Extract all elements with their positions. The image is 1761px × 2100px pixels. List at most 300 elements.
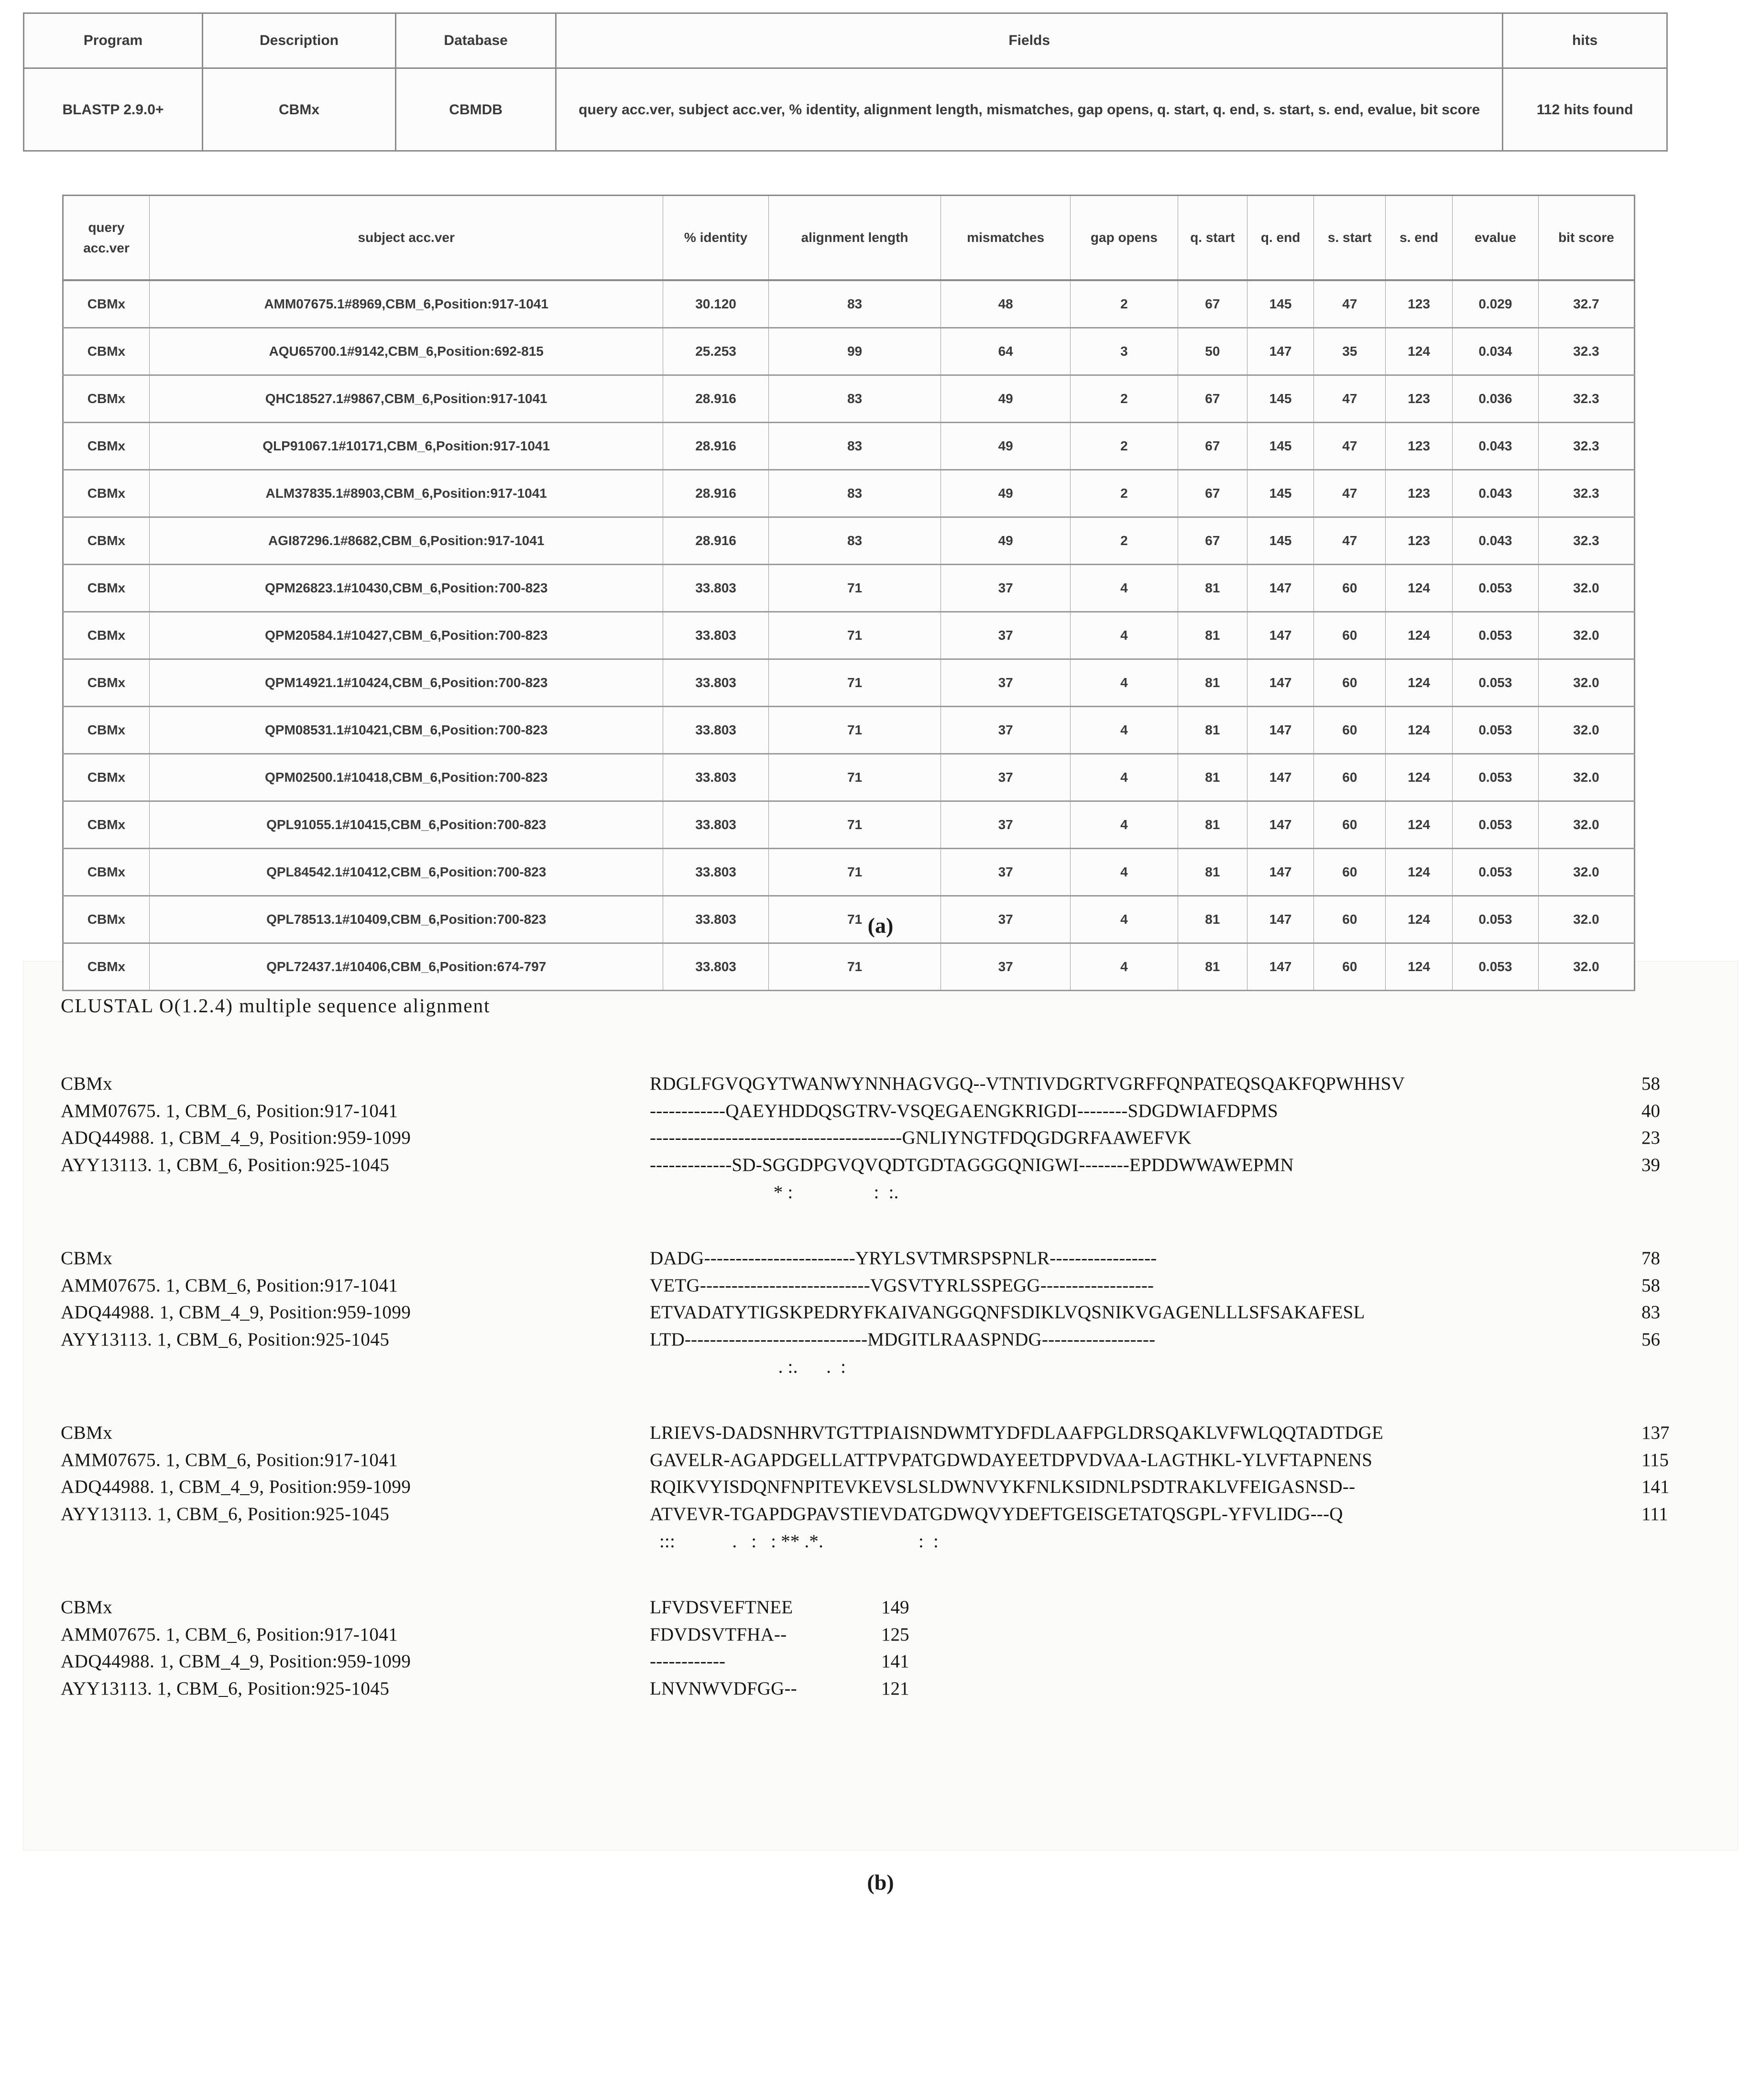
alignment-row <box>23 1420 1738 1447</box>
panel-a <box>0 0 1761 974</box>
hits-cell-mismatches: 37 <box>941 612 1070 659</box>
hits-cell-subject-accver: QPM20584.1#10427,CBM_6,Position:700-823 <box>149 612 663 659</box>
hits-cell-s-start: 47 <box>1314 423 1386 470</box>
hits-table-body <box>63 280 1635 991</box>
hits-header-s-start: s. start <box>1314 196 1386 281</box>
hits-cell-evalue: 0.043 <box>1452 423 1538 470</box>
hits-cell-evalue: 0.053 <box>1452 565 1538 612</box>
hits-cell-alignment-length: 71 <box>768 612 941 659</box>
hits-cell-s-start: 60 <box>1314 612 1386 659</box>
hits-cell-identity: 28.916 <box>663 470 768 517</box>
hits-cell-query-accver: CBMx <box>63 707 150 754</box>
hits-cell-q-end: 145 <box>1247 470 1314 517</box>
hits-cell-gap-opens: 3 <box>1070 328 1178 375</box>
hits-cell-subject-accver: QPL72437.1#10406,CBM_6,Position:674-797 <box>149 943 663 991</box>
hits-cell-bit-score: 32.3 <box>1538 517 1634 565</box>
hits-cell-q-start: 50 <box>1178 328 1247 375</box>
table-row <box>24 13 1667 68</box>
hits-cell-identity: 33.803 <box>663 659 768 707</box>
hits-header-bit-score: bit score <box>1538 196 1634 281</box>
alignment-residue-count: 125 <box>881 1624 909 1645</box>
conservation-indent <box>23 1531 650 1553</box>
hits-cell-identity: 33.803 <box>663 565 768 612</box>
hits-cell-evalue: 0.053 <box>1452 612 1538 659</box>
hits-cell-mismatches: 48 <box>941 280 1070 328</box>
table-row <box>63 196 1635 281</box>
hits-cell-gap-opens: 2 <box>1070 470 1178 517</box>
hits-cell-bit-score: 32.0 <box>1538 801 1634 849</box>
meta-cell-database: CBMDB <box>396 68 556 151</box>
hits-cell-s-start: 60 <box>1314 801 1386 849</box>
alignment-residue-count: 111 <box>1641 1503 1668 1524</box>
alignment-sequence-name: CBMx <box>61 1247 113 1269</box>
hits-cell-s-start: 60 <box>1314 754 1386 801</box>
hits-cell-identity: 28.916 <box>663 517 768 565</box>
hits-cell-mismatches: 37 <box>941 707 1070 754</box>
hits-cell-q-end: 145 <box>1247 423 1314 470</box>
hits-cell-q-end: 147 <box>1247 896 1314 943</box>
alignment-conservation-line <box>23 1181 1738 1204</box>
hits-cell-subject-accver: QPL84542.1#10412,CBM_6,Position:700-823 <box>149 849 663 896</box>
hits-cell-subject-accver: QHC18527.1#9867,CBM_6,Position:917-1041 <box>149 375 663 423</box>
hits-cell-evalue: 0.053 <box>1452 943 1538 991</box>
hits-cell-evalue: 0.053 <box>1452 801 1538 849</box>
hits-cell-gap-opens: 4 <box>1070 896 1178 943</box>
hits-cell-s-start: 35 <box>1314 328 1386 375</box>
alignment-sequence-name: AMM07675. 1, CBM_6, Position:917-1041 <box>61 1449 398 1470</box>
hits-cell-s-end: 124 <box>1386 659 1453 707</box>
hits-cell-evalue: 0.029 <box>1452 280 1538 328</box>
alignment-block <box>23 1420 1738 1553</box>
hits-cell-identity: 33.803 <box>663 943 768 991</box>
panel-b-caption: (b) <box>867 1870 894 1894</box>
alignment-row <box>23 1245 1738 1272</box>
alignment-sequence: LTD-----------------------------MDGITLRAASPNDG------------------ <box>650 1329 1156 1350</box>
hits-cell-alignment-length: 83 <box>768 470 941 517</box>
alignment-sequence: DADG------------------------YRYLSVTMRSPSPNLR----------------- <box>650 1247 1157 1269</box>
table-row[interactable] <box>63 423 1635 470</box>
blast-meta-header <box>24 13 1667 68</box>
hits-cell-alignment-length: 83 <box>768 517 941 565</box>
alignment-block <box>23 1594 1738 1702</box>
hits-header-alignment-length: alignment length <box>768 196 941 281</box>
alignment-row <box>23 1098 1738 1125</box>
table-row[interactable] <box>63 375 1635 423</box>
hits-cell-gap-opens: 4 <box>1070 707 1178 754</box>
hits-cell-q-end: 147 <box>1247 565 1314 612</box>
hits-cell-subject-accver: AGI87296.1#8682,CBM_6,Position:917-1041 <box>149 517 663 565</box>
alignment-sequence-name: CBMx <box>61 1073 113 1094</box>
hits-cell-query-accver: CBMx <box>63 375 150 423</box>
alignment-residue-count: 23 <box>1641 1127 1660 1148</box>
table-row[interactable] <box>63 943 1635 991</box>
hits-cell-subject-accver: QPM08531.1#10421,CBM_6,Position:700-823 <box>149 707 663 754</box>
hits-cell-q-end: 147 <box>1247 659 1314 707</box>
alignment-residue-count: 141 <box>881 1651 909 1672</box>
blast-meta-table <box>23 12 1668 152</box>
hits-cell-evalue: 0.034 <box>1452 328 1538 375</box>
hits-cell-s-end: 124 <box>1386 801 1453 849</box>
hits-cell-s-start: 60 <box>1314 565 1386 612</box>
alignment-sequence: RQIKVYISDQNFNPITEVKEVSLSLDWNVYKFNLKSIDNLPSDTRAKLVFEIGASNSD-- <box>650 1477 1356 1498</box>
hits-cell-bit-score: 32.0 <box>1538 896 1634 943</box>
alignment-residue-count: 121 <box>881 1678 909 1699</box>
hits-header-query-accver <box>63 196 150 281</box>
meta-header-program: Program <box>24 13 203 68</box>
hits-cell-s-start: 60 <box>1314 943 1386 991</box>
hits-cell-s-end: 124 <box>1386 754 1453 801</box>
table-row[interactable] <box>63 565 1635 612</box>
hits-cell-query-accver: CBMx <box>63 849 150 896</box>
hits-cell-alignment-length: 71 <box>768 659 941 707</box>
alignment-conservation-line <box>23 1356 1738 1378</box>
hits-header-identity: % identity <box>663 196 768 281</box>
meta-cell-program: BLASTP 2.9.0+ <box>24 68 203 151</box>
alignment-sequence-name: ADQ44988. 1, CBM_4_9, Position:959-1099 <box>61 1302 411 1323</box>
hits-cell-gap-opens: 4 <box>1070 659 1178 707</box>
hits-cell-bit-score: 32.3 <box>1538 470 1634 517</box>
hits-cell-q-start: 67 <box>1178 423 1247 470</box>
alignment-sequence: FDVDSVTFHA-- <box>650 1624 787 1645</box>
table-row[interactable] <box>63 280 1635 328</box>
alignment-sequence: LNVNWVDFGG-- <box>650 1678 797 1699</box>
meta-header-hits: hits <box>1503 13 1667 68</box>
alignment-row <box>23 1501 1738 1528</box>
hits-cell-bit-score: 32.3 <box>1538 328 1634 375</box>
alignment-sequence-name: CBMx <box>61 1422 113 1443</box>
hits-header-query-line2: acc.ver <box>83 241 130 255</box>
alignment-sequence: ETVADATYTIGSKPEDRYFKAIVANGGQNFSDIKLVQSNIKVGAGENLLLSFSAKAFESL <box>650 1302 1365 1323</box>
hits-header-q-start: q. start <box>1178 196 1247 281</box>
hits-cell-query-accver: CBMx <box>63 612 150 659</box>
hits-cell-alignment-length: 71 <box>768 801 941 849</box>
hits-cell-identity: 30.120 <box>663 280 768 328</box>
alignment-row <box>23 1071 1738 1098</box>
alignment-sequence-name: ADQ44988. 1, CBM_4_9, Position:959-1099 <box>61 1651 411 1672</box>
hits-cell-s-end: 124 <box>1386 612 1453 659</box>
alignment-residue-count: 141 <box>1641 1477 1670 1498</box>
table-row[interactable] <box>63 801 1635 849</box>
hits-cell-q-start: 67 <box>1178 517 1247 565</box>
hits-cell-alignment-length: 71 <box>768 896 941 943</box>
hits-cell-subject-accver: AQU65700.1#9142,CBM_6,Position:692-815 <box>149 328 663 375</box>
conservation-indent <box>23 1181 650 1204</box>
hits-cell-gap-opens: 2 <box>1070 423 1178 470</box>
hits-cell-identity: 33.803 <box>663 754 768 801</box>
hits-cell-q-start: 67 <box>1178 375 1247 423</box>
alignment-row <box>23 1272 1738 1300</box>
hits-cell-s-end: 123 <box>1386 375 1453 423</box>
alignment-block <box>23 1245 1738 1378</box>
hits-cell-s-start: 60 <box>1314 707 1386 754</box>
hits-cell-alignment-length: 83 <box>768 280 941 328</box>
hits-cell-gap-opens: 2 <box>1070 375 1178 423</box>
hits-cell-query-accver: CBMx <box>63 754 150 801</box>
hits-cell-s-end: 123 <box>1386 423 1453 470</box>
alignment-residue-count: 56 <box>1641 1329 1660 1350</box>
table-row[interactable] <box>63 328 1635 375</box>
hits-cell-alignment-length: 71 <box>768 943 941 991</box>
hits-cell-q-start: 81 <box>1178 707 1247 754</box>
hits-cell-query-accver: CBMx <box>63 280 150 328</box>
hits-cell-identity: 33.803 <box>663 896 768 943</box>
hits-cell-s-end: 124 <box>1386 565 1453 612</box>
hits-header-subject-accver: subject acc.ver <box>149 196 663 281</box>
hits-cell-bit-score: 32.7 <box>1538 280 1634 328</box>
hits-cell-identity: 33.803 <box>663 612 768 659</box>
alignment-sequence: ATVEVR-TGAPDGPAVSTIEVDATGDWQVYDEFTGEISGETATQSGPL-YFVLIDG---Q <box>650 1503 1343 1524</box>
conservation-symbols: . :. . : <box>650 1356 846 1378</box>
blast-hits-table <box>62 195 1635 991</box>
hits-cell-q-start: 67 <box>1178 280 1247 328</box>
hits-table-header <box>63 196 1635 281</box>
conservation-symbols: ::: . : : ** .*. : : <box>650 1531 939 1552</box>
hits-header-gap-opens: gap opens <box>1070 196 1178 281</box>
conservation-indent <box>23 1356 650 1378</box>
hits-cell-subject-accver: QLP91067.1#10171,CBM_6,Position:917-1041 <box>149 423 663 470</box>
hits-cell-s-end: 124 <box>1386 896 1453 943</box>
hits-header-evalue: evalue <box>1452 196 1538 281</box>
hits-cell-bit-score: 32.0 <box>1538 659 1634 707</box>
hits-cell-bit-score: 32.0 <box>1538 612 1634 659</box>
hits-cell-q-start: 81 <box>1178 896 1247 943</box>
hits-cell-alignment-length: 71 <box>768 754 941 801</box>
hits-cell-q-end: 147 <box>1247 612 1314 659</box>
hits-cell-bit-score: 32.0 <box>1538 565 1634 612</box>
hits-cell-subject-accver: QPL78513.1#10409,CBM_6,Position:700-823 <box>149 896 663 943</box>
hits-cell-s-start: 47 <box>1314 280 1386 328</box>
hits-cell-gap-opens: 4 <box>1070 612 1178 659</box>
hits-cell-s-end: 123 <box>1386 470 1453 517</box>
hits-cell-s-end: 124 <box>1386 943 1453 991</box>
hits-cell-evalue: 0.053 <box>1452 849 1538 896</box>
hits-cell-q-end: 147 <box>1247 943 1314 991</box>
hits-cell-bit-score: 32.0 <box>1538 943 1634 991</box>
hits-cell-gap-opens: 4 <box>1070 943 1178 991</box>
hits-cell-identity: 33.803 <box>663 801 768 849</box>
hits-cell-subject-accver: QPL91055.1#10415,CBM_6,Position:700-823 <box>149 801 663 849</box>
hits-cell-gap-opens: 2 <box>1070 280 1178 328</box>
alignment-row <box>23 1675 1738 1703</box>
panel-a-caption: (a) <box>867 913 894 938</box>
hits-cell-q-end: 147 <box>1247 849 1314 896</box>
alignment-row <box>23 1326 1738 1354</box>
alignment-sequence: ----------------------------------------GNLIYNGTFDQGDGRFAAWEFVK <box>650 1127 1192 1148</box>
alignment-residue-count: 83 <box>1641 1302 1660 1323</box>
hits-cell-identity: 25.253 <box>663 328 768 375</box>
alignment-sequence: LRIEVS-DADSNHRVTGTTPIAISNDWMTYDFDLAAFPGLDRSQAKLVFWLQQTADTDGE <box>650 1422 1383 1443</box>
conservation-symbols: * : : :. <box>650 1182 899 1203</box>
hits-header-query-line1: query <box>88 219 125 235</box>
alignment-conservation-line <box>23 1531 1738 1553</box>
table-row[interactable] <box>63 517 1635 565</box>
alignment-sequence-name: ADQ44988. 1, CBM_4_9, Position:959-1099 <box>61 1127 411 1148</box>
alignment-sequence-name: AYY13113. 1, CBM_6, Position:925-1045 <box>61 1678 390 1699</box>
hits-cell-s-start: 47 <box>1314 470 1386 517</box>
hits-cell-q-end: 147 <box>1247 328 1314 375</box>
alignment-sequence: RDGLFGVQGYTWANWYNNHAGVGQ--VTNTIVDGRTVGRFFQNPATEQSQAKFQPWHHSV <box>650 1073 1405 1094</box>
meta-cell-fields: query acc.ver, subject acc.ver, % identity, alignment length, mismatches, gap opens, q. start, q. end, s. start, s. end, evalue, bit score <box>556 68 1503 151</box>
hits-cell-query-accver: CBMx <box>63 943 150 991</box>
hits-header-s-end: s. end <box>1386 196 1453 281</box>
hits-cell-mismatches: 37 <box>941 565 1070 612</box>
table-row[interactable] <box>63 707 1635 754</box>
hits-cell-bit-score: 32.3 <box>1538 375 1634 423</box>
hits-cell-alignment-length: 83 <box>768 423 941 470</box>
hits-cell-evalue: 0.043 <box>1452 517 1538 565</box>
alignment-row <box>23 1447 1738 1474</box>
meta-header-description: Description <box>202 13 395 68</box>
hits-header-q-end: q. end <box>1247 196 1314 281</box>
hits-cell-mismatches: 64 <box>941 328 1070 375</box>
alignment-row <box>23 1299 1738 1326</box>
alignment-sequence-name: AMM07675. 1, CBM_6, Position:917-1041 <box>61 1100 398 1121</box>
hits-cell-mismatches: 37 <box>941 943 1070 991</box>
hits-cell-query-accver: CBMx <box>63 517 150 565</box>
hits-cell-q-start: 81 <box>1178 849 1247 896</box>
meta-cell-description: CBMx <box>202 68 395 151</box>
table-row[interactable] <box>63 754 1635 801</box>
hits-table-scroll-region[interactable] <box>62 195 1635 974</box>
table-row[interactable] <box>63 470 1635 517</box>
alignment-row <box>23 1648 1738 1675</box>
hits-cell-bit-score: 32.0 <box>1538 754 1634 801</box>
hits-cell-subject-accver: QPM14921.1#10424,CBM_6,Position:700-823 <box>149 659 663 707</box>
alignment-row <box>23 1125 1738 1152</box>
hits-header-mismatches: mismatches <box>941 196 1070 281</box>
table-row <box>24 68 1667 151</box>
hits-cell-identity: 33.803 <box>663 707 768 754</box>
meta-header-database: Database <box>396 13 556 68</box>
alignment-sequence: GAVELR-AGAPDGELLATTPVPATGDWDAYEETDPVDVAA-LAGTHKL-YLVFTAPNENS <box>650 1449 1373 1470</box>
alignment-residue-count: 115 <box>1641 1449 1669 1470</box>
hits-cell-q-end: 145 <box>1247 375 1314 423</box>
hits-cell-alignment-length: 83 <box>768 375 941 423</box>
hits-cell-subject-accver: QPM02500.1#10418,CBM_6,Position:700-823 <box>149 754 663 801</box>
alignment-sequence-name: AYY13113. 1, CBM_6, Position:925-1045 <box>61 1503 390 1524</box>
hits-cell-s-start: 47 <box>1314 517 1386 565</box>
hits-cell-query-accver: CBMx <box>63 328 150 375</box>
hits-cell-query-accver: CBMx <box>63 801 150 849</box>
alignment-residue-count: 78 <box>1641 1247 1660 1269</box>
alignment-block <box>23 1071 1738 1204</box>
hits-cell-s-end: 124 <box>1386 328 1453 375</box>
alignment-sequence: VETG---------------------------VGSVTYRLSSPEGG------------------ <box>650 1275 1154 1296</box>
hits-cell-s-end: 124 <box>1386 849 1453 896</box>
hits-cell-alignment-length: 99 <box>768 328 941 375</box>
hits-cell-q-start: 81 <box>1178 612 1247 659</box>
hits-cell-gap-opens: 4 <box>1070 849 1178 896</box>
hits-cell-s-start: 60 <box>1314 659 1386 707</box>
hits-cell-q-end: 145 <box>1247 517 1314 565</box>
alignment-residue-count: 58 <box>1641 1275 1660 1296</box>
hits-cell-q-start: 81 <box>1178 565 1247 612</box>
hits-cell-alignment-length: 71 <box>768 565 941 612</box>
hits-cell-s-start: 60 <box>1314 896 1386 943</box>
hits-cell-q-end: 147 <box>1247 754 1314 801</box>
hits-cell-q-start: 81 <box>1178 943 1247 991</box>
hits-cell-subject-accver: QPM26823.1#10430,CBM_6,Position:700-823 <box>149 565 663 612</box>
hits-cell-gap-opens: 4 <box>1070 754 1178 801</box>
hits-cell-query-accver: CBMx <box>63 565 150 612</box>
hits-cell-evalue: 0.053 <box>1452 896 1538 943</box>
blast-meta-body <box>24 68 1667 151</box>
alignment-sequence: ------------QAEYHDDQSGTRV-VSQEGAENGKRIGDI--------SDGDWIAFDPMS <box>650 1100 1278 1121</box>
alignment-residue-count: 39 <box>1641 1154 1660 1175</box>
hits-cell-mismatches: 37 <box>941 896 1070 943</box>
alignment-sequence: ------------ <box>650 1651 726 1672</box>
hits-cell-s-start: 47 <box>1314 375 1386 423</box>
alignment-sequence-name: CBMx <box>61 1597 113 1618</box>
alignment-sequence: LFVDSVEFTNEE <box>650 1597 793 1618</box>
alignment-sequence-name: AYY13113. 1, CBM_6, Position:925-1045 <box>61 1329 390 1350</box>
hits-cell-gap-opens: 2 <box>1070 517 1178 565</box>
hits-cell-mismatches: 37 <box>941 659 1070 707</box>
hits-cell-mismatches: 49 <box>941 375 1070 423</box>
table-row[interactable] <box>63 849 1635 896</box>
hits-cell-mismatches: 37 <box>941 801 1070 849</box>
hits-cell-evalue: 0.036 <box>1452 375 1538 423</box>
clustal-title: CLUSTAL O(1.2.4) multiple sequence alignment <box>61 995 491 1017</box>
alignment-row <box>23 1594 1738 1621</box>
hits-cell-bit-score: 32.0 <box>1538 849 1634 896</box>
alignment-sequence-name: AYY13113. 1, CBM_6, Position:925-1045 <box>61 1154 390 1175</box>
hits-cell-q-start: 81 <box>1178 801 1247 849</box>
hits-cell-identity: 28.916 <box>663 423 768 470</box>
hits-cell-identity: 28.916 <box>663 375 768 423</box>
alignment-residue-count: 137 <box>1641 1422 1670 1443</box>
alignment-sequence: -------------SD-SGGDPGVQVQDTGDTAGGGQNIGWI--------EPDDWWAWEPMN <box>650 1154 1294 1175</box>
alignment-residue-count: 149 <box>881 1597 909 1618</box>
meta-header-fields: Fields <box>556 13 1503 68</box>
alignment-sequence-name: AMM07675. 1, CBM_6, Position:917-1041 <box>61 1275 398 1296</box>
hits-cell-alignment-length: 71 <box>768 707 941 754</box>
hits-cell-query-accver: CBMx <box>63 659 150 707</box>
hits-cell-evalue: 0.053 <box>1452 754 1538 801</box>
hits-cell-gap-opens: 4 <box>1070 801 1178 849</box>
hits-cell-mismatches: 37 <box>941 754 1070 801</box>
hits-cell-q-start: 81 <box>1178 659 1247 707</box>
alignment-row <box>23 1152 1738 1179</box>
hits-cell-subject-accver: AMM07675.1#8969,CBM_6,Position:917-1041 <box>149 280 663 328</box>
hits-cell-bit-score: 32.3 <box>1538 423 1634 470</box>
hits-cell-q-end: 145 <box>1247 280 1314 328</box>
hits-cell-query-accver: CBMx <box>63 896 150 943</box>
hits-cell-subject-accver: ALM37835.1#8903,CBM_6,Position:917-1041 <box>149 470 663 517</box>
hits-cell-gap-opens: 4 <box>1070 565 1178 612</box>
hits-cell-q-start: 81 <box>1178 754 1247 801</box>
alignment-blocks <box>23 1071 1738 1702</box>
hits-cell-evalue: 0.053 <box>1452 659 1538 707</box>
hits-cell-mismatches: 49 <box>941 470 1070 517</box>
table-row[interactable] <box>63 612 1635 659</box>
hits-cell-evalue: 0.043 <box>1452 470 1538 517</box>
alignment-row <box>23 1474 1738 1501</box>
hits-cell-identity: 33.803 <box>663 849 768 896</box>
hits-cell-q-end: 147 <box>1247 801 1314 849</box>
hits-cell-s-end: 123 <box>1386 280 1453 328</box>
meta-cell-hits: 112 hits found <box>1503 68 1667 151</box>
table-row[interactable] <box>63 659 1635 707</box>
alignment-sequence-name: ADQ44988. 1, CBM_4_9, Position:959-1099 <box>61 1477 411 1498</box>
alignment-residue-count: 40 <box>1641 1100 1660 1121</box>
alignment-residue-count: 58 <box>1641 1073 1660 1094</box>
hits-cell-mismatches: 49 <box>941 517 1070 565</box>
panel-b <box>23 961 1738 1850</box>
hits-cell-s-start: 60 <box>1314 849 1386 896</box>
hits-cell-bit-score: 32.0 <box>1538 707 1634 754</box>
hits-cell-s-end: 124 <box>1386 707 1453 754</box>
